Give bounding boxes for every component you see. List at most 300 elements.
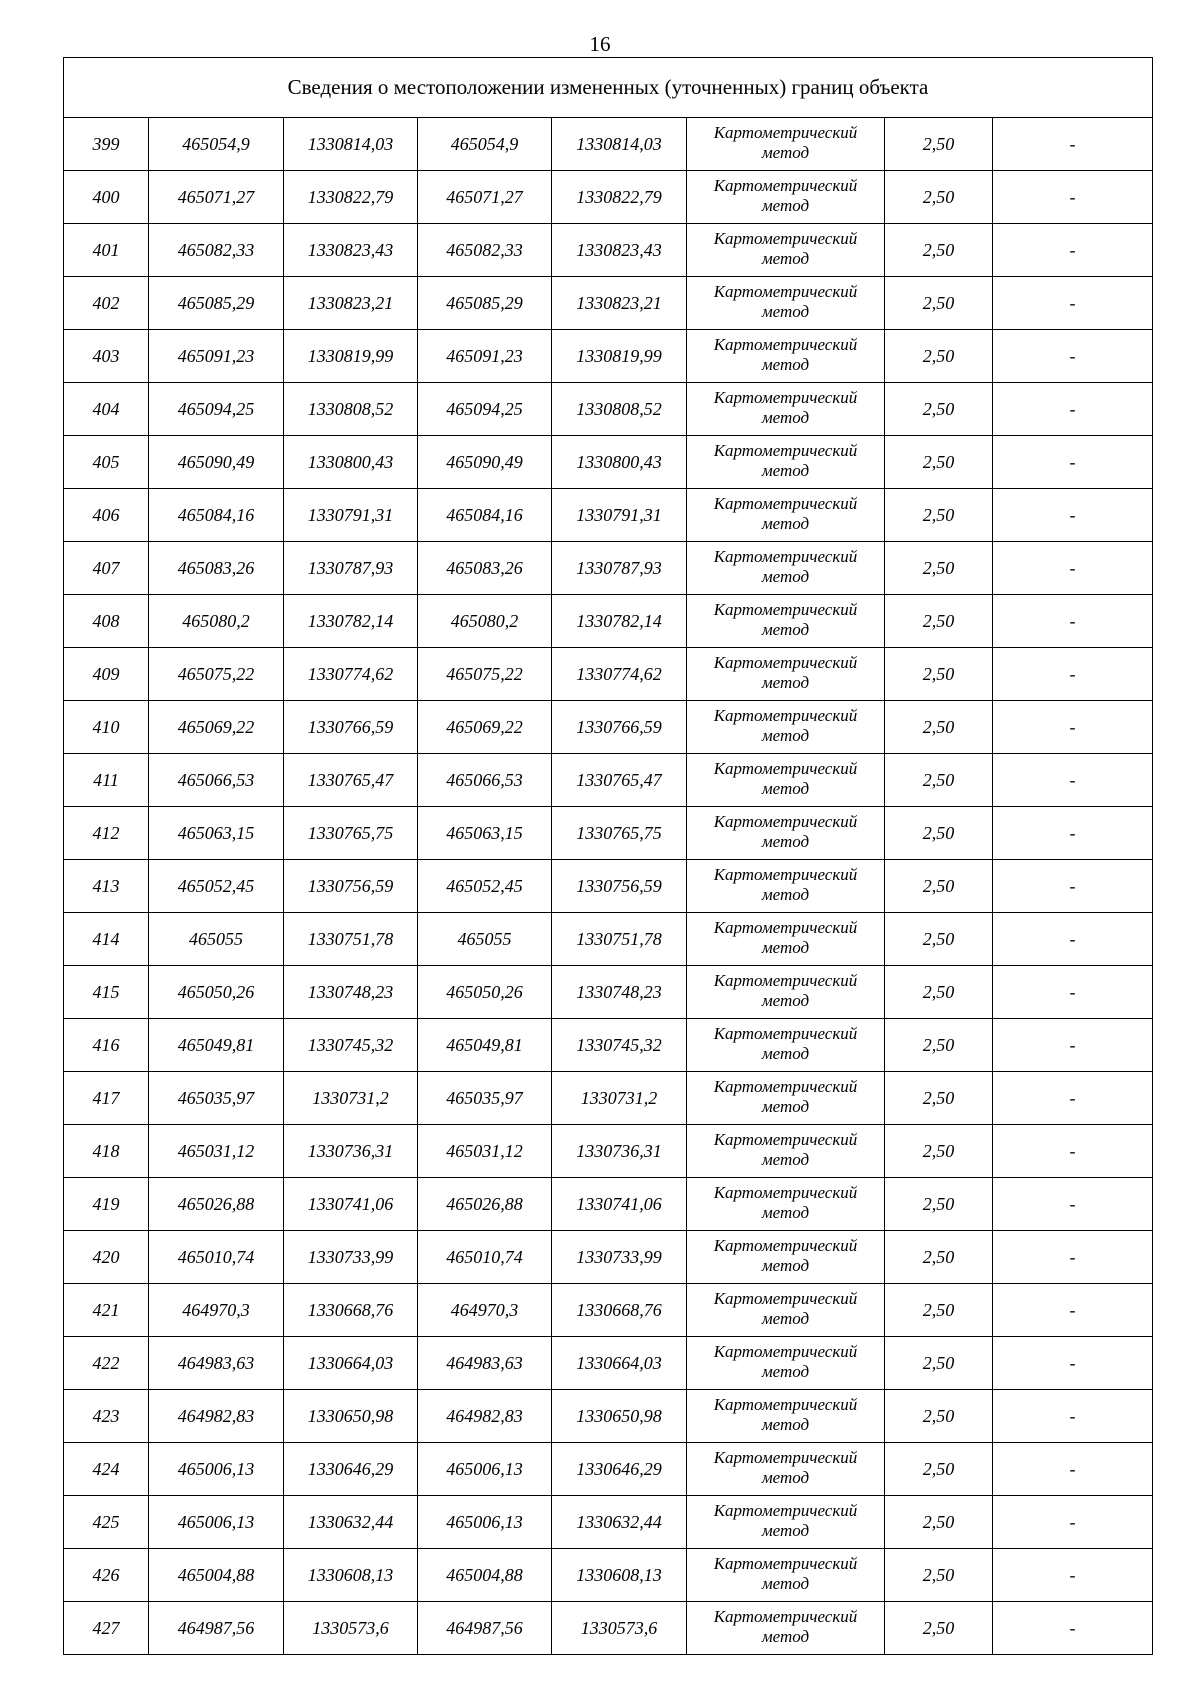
y-existing-cell: 1330791,31 xyxy=(284,489,418,542)
y-existing-cell: 1330800,43 xyxy=(284,436,418,489)
method-line-2: метод xyxy=(761,1415,810,1434)
point-number-cell: 419 xyxy=(64,1178,149,1231)
method-line-1: Картометрический xyxy=(713,1236,858,1255)
x-existing-cell: 465004,88 xyxy=(149,1549,284,1602)
description-cell: - xyxy=(993,1549,1153,1602)
accuracy-cell: 2,50 xyxy=(885,224,993,277)
method-line-2: метод xyxy=(761,567,810,586)
accuracy-cell: 2,50 xyxy=(885,383,993,436)
description-cell: - xyxy=(993,171,1153,224)
x-refined-cell: 465004,88 xyxy=(418,1549,552,1602)
y-existing-cell: 1330787,93 xyxy=(284,542,418,595)
y-refined-cell: 1330745,32 xyxy=(552,1019,687,1072)
y-existing-cell: 1330765,47 xyxy=(284,754,418,807)
description-cell: - xyxy=(993,1337,1153,1390)
x-refined-cell: 465083,26 xyxy=(418,542,552,595)
method-line-2: метод xyxy=(761,779,810,798)
method-line-1: Картометрический xyxy=(713,123,858,142)
y-existing-cell: 1330823,21 xyxy=(284,277,418,330)
table-row xyxy=(64,542,1153,595)
accuracy-cell: 2,50 xyxy=(885,1602,993,1655)
x-refined-cell: 465091,23 xyxy=(418,330,552,383)
point-number-cell: 421 xyxy=(64,1284,149,1337)
table-row xyxy=(64,1390,1153,1443)
x-refined-cell: 465094,25 xyxy=(418,383,552,436)
x-refined-cell: 464987,56 xyxy=(418,1602,552,1655)
accuracy-cell: 2,50 xyxy=(885,330,993,383)
point-number-cell: 405 xyxy=(64,436,149,489)
method-line-2: метод xyxy=(761,196,810,215)
x-existing-cell: 465006,13 xyxy=(149,1443,284,1496)
description-cell: - xyxy=(993,648,1153,701)
method-line-1: Картометрический xyxy=(713,1130,858,1149)
y-refined-cell: 1330791,31 xyxy=(552,489,687,542)
method-cell xyxy=(687,701,885,754)
y-refined-cell: 1330823,21 xyxy=(552,277,687,330)
table-row xyxy=(64,1549,1153,1602)
accuracy-cell: 2,50 xyxy=(885,1178,993,1231)
y-refined-cell: 1330733,99 xyxy=(552,1231,687,1284)
y-refined-cell: 1330774,62 xyxy=(552,648,687,701)
method-line-2: метод xyxy=(761,1203,810,1222)
x-existing-cell: 465066,53 xyxy=(149,754,284,807)
y-existing-cell: 1330736,31 xyxy=(284,1125,418,1178)
method-line-2: метод xyxy=(761,1468,810,1487)
y-existing-cell: 1330748,23 xyxy=(284,966,418,1019)
x-refined-cell: 465090,49 xyxy=(418,436,552,489)
point-number-cell: 425 xyxy=(64,1496,149,1549)
x-existing-cell: 465083,26 xyxy=(149,542,284,595)
method-line-1: Картометрический xyxy=(713,335,858,354)
point-number-cell: 420 xyxy=(64,1231,149,1284)
table-row xyxy=(64,1443,1153,1496)
y-refined-cell: 1330646,29 xyxy=(552,1443,687,1496)
point-number-cell: 404 xyxy=(64,383,149,436)
y-existing-cell: 1330650,98 xyxy=(284,1390,418,1443)
description-cell: - xyxy=(993,913,1153,966)
method-line-2: метод xyxy=(761,1362,810,1381)
method-cell xyxy=(687,542,885,595)
x-existing-cell: 465082,33 xyxy=(149,224,284,277)
method-line-2: метод xyxy=(761,1574,810,1593)
method-line-1: Картометрический xyxy=(713,600,858,619)
method-line-1: Картометрический xyxy=(713,388,858,407)
point-number-cell: 402 xyxy=(64,277,149,330)
method-line-2: метод xyxy=(761,514,810,533)
table-row xyxy=(64,913,1153,966)
x-existing-cell: 465055 xyxy=(149,913,284,966)
method-cell xyxy=(687,224,885,277)
y-refined-cell: 1330650,98 xyxy=(552,1390,687,1443)
description-cell: - xyxy=(993,1284,1153,1337)
x-refined-cell: 465006,13 xyxy=(418,1443,552,1496)
description-cell: - xyxy=(993,966,1153,1019)
method-line-1: Картометрический xyxy=(713,653,858,672)
y-existing-cell: 1330646,29 xyxy=(284,1443,418,1496)
method-cell xyxy=(687,966,885,1019)
table-row xyxy=(64,224,1153,277)
coordinates-table xyxy=(63,57,1153,1655)
y-existing-cell: 1330745,32 xyxy=(284,1019,418,1072)
description-cell: - xyxy=(993,383,1153,436)
y-existing-cell: 1330823,43 xyxy=(284,224,418,277)
table-row xyxy=(64,1019,1153,1072)
accuracy-cell: 2,50 xyxy=(885,701,993,754)
point-number-cell: 414 xyxy=(64,913,149,966)
x-refined-cell: 465050,26 xyxy=(418,966,552,1019)
y-existing-cell: 1330819,99 xyxy=(284,330,418,383)
x-refined-cell: 465066,53 xyxy=(418,754,552,807)
method-line-2: метод xyxy=(761,1521,810,1540)
method-line-1: Картометрический xyxy=(713,1607,858,1626)
accuracy-cell: 2,50 xyxy=(885,595,993,648)
accuracy-cell: 2,50 xyxy=(885,489,993,542)
y-refined-cell: 1330822,79 xyxy=(552,171,687,224)
method-line-2: метод xyxy=(761,938,810,957)
method-cell xyxy=(687,754,885,807)
method-cell xyxy=(687,436,885,489)
point-number-cell: 416 xyxy=(64,1019,149,1072)
x-refined-cell: 464970,3 xyxy=(418,1284,552,1337)
x-refined-cell: 465082,33 xyxy=(418,224,552,277)
y-refined-cell: 1330748,23 xyxy=(552,966,687,1019)
method-cell xyxy=(687,1284,885,1337)
description-cell: - xyxy=(993,1178,1153,1231)
method-cell xyxy=(687,1019,885,1072)
x-refined-cell: 465026,88 xyxy=(418,1178,552,1231)
method-cell xyxy=(687,1390,885,1443)
method-line-1: Картометрический xyxy=(713,971,858,990)
method-line-1: Картометрический xyxy=(713,918,858,937)
table-row xyxy=(64,1284,1153,1337)
table-row xyxy=(64,330,1153,383)
x-refined-cell: 465010,74 xyxy=(418,1231,552,1284)
description-cell: - xyxy=(993,436,1153,489)
table-row xyxy=(64,1602,1153,1655)
method-line-1: Картометрический xyxy=(713,759,858,778)
method-cell xyxy=(687,1125,885,1178)
y-refined-cell: 1330573,6 xyxy=(552,1602,687,1655)
y-refined-cell: 1330632,44 xyxy=(552,1496,687,1549)
accuracy-cell: 2,50 xyxy=(885,966,993,1019)
accuracy-cell: 2,50 xyxy=(885,807,993,860)
method-line-2: метод xyxy=(761,1044,810,1063)
x-existing-cell: 465069,22 xyxy=(149,701,284,754)
y-refined-cell: 1330736,31 xyxy=(552,1125,687,1178)
method-line-1: Картометрический xyxy=(713,1395,858,1414)
method-line-1: Картометрический xyxy=(713,1448,858,1467)
accuracy-cell: 2,50 xyxy=(885,1443,993,1496)
accuracy-cell: 2,50 xyxy=(885,913,993,966)
description-cell: - xyxy=(993,1496,1153,1549)
method-cell xyxy=(687,277,885,330)
x-existing-cell: 464982,83 xyxy=(149,1390,284,1443)
x-existing-cell: 465031,12 xyxy=(149,1125,284,1178)
x-refined-cell: 464982,83 xyxy=(418,1390,552,1443)
page-number: 16 xyxy=(589,32,611,56)
y-existing-cell: 1330774,62 xyxy=(284,648,418,701)
description-cell: - xyxy=(993,489,1153,542)
point-number-cell: 411 xyxy=(64,754,149,807)
method-line-1: Картометрический xyxy=(713,441,858,460)
method-line-1: Картометрический xyxy=(713,812,858,831)
table-row xyxy=(64,595,1153,648)
y-refined-cell: 1330766,59 xyxy=(552,701,687,754)
accuracy-cell: 2,50 xyxy=(885,1125,993,1178)
x-existing-cell: 465010,74 xyxy=(149,1231,284,1284)
method-line-2: метод xyxy=(761,673,810,692)
point-number-cell: 400 xyxy=(64,171,149,224)
x-refined-cell: 465063,15 xyxy=(418,807,552,860)
description-cell: - xyxy=(993,1602,1153,1655)
x-existing-cell: 465085,29 xyxy=(149,277,284,330)
y-existing-cell: 1330733,99 xyxy=(284,1231,418,1284)
method-line-2: метод xyxy=(761,461,810,480)
table-row xyxy=(64,383,1153,436)
table-row xyxy=(64,118,1153,171)
point-number-cell: 417 xyxy=(64,1072,149,1125)
method-cell xyxy=(687,383,885,436)
method-cell xyxy=(687,648,885,701)
method-cell xyxy=(687,1443,885,1496)
y-refined-cell: 1330751,78 xyxy=(552,913,687,966)
description-cell: - xyxy=(993,542,1153,595)
description-cell: - xyxy=(993,807,1153,860)
y-existing-cell: 1330766,59 xyxy=(284,701,418,754)
method-line-1: Картометрический xyxy=(713,706,858,725)
point-number-cell: 426 xyxy=(64,1549,149,1602)
y-refined-cell: 1330756,59 xyxy=(552,860,687,913)
y-existing-cell: 1330765,75 xyxy=(284,807,418,860)
method-line-2: метод xyxy=(761,302,810,321)
method-cell xyxy=(687,1231,885,1284)
accuracy-cell: 2,50 xyxy=(885,436,993,489)
description-cell: - xyxy=(993,701,1153,754)
table-row xyxy=(64,807,1153,860)
y-refined-cell: 1330608,13 xyxy=(552,1549,687,1602)
y-existing-cell: 1330608,13 xyxy=(284,1549,418,1602)
x-refined-cell: 465080,2 xyxy=(418,595,552,648)
method-line-1: Картометрический xyxy=(713,282,858,301)
point-number-cell: 399 xyxy=(64,118,149,171)
table-title-row xyxy=(64,58,1153,118)
accuracy-cell: 2,50 xyxy=(885,171,993,224)
method-line-2: метод xyxy=(761,991,810,1010)
accuracy-cell: 2,50 xyxy=(885,1549,993,1602)
point-number-cell: 412 xyxy=(64,807,149,860)
method-line-1: Картометрический xyxy=(713,229,858,248)
method-cell xyxy=(687,171,885,224)
method-cell xyxy=(687,1337,885,1390)
y-existing-cell: 1330573,6 xyxy=(284,1602,418,1655)
method-line-2: метод xyxy=(761,885,810,904)
accuracy-cell: 2,50 xyxy=(885,1390,993,1443)
accuracy-cell: 2,50 xyxy=(885,1337,993,1390)
description-cell: - xyxy=(993,1072,1153,1125)
x-refined-cell: 465049,81 xyxy=(418,1019,552,1072)
x-refined-cell: 465031,12 xyxy=(418,1125,552,1178)
y-existing-cell: 1330632,44 xyxy=(284,1496,418,1549)
description-cell: - xyxy=(993,224,1153,277)
accuracy-cell: 2,50 xyxy=(885,1284,993,1337)
point-number-cell: 424 xyxy=(64,1443,149,1496)
x-existing-cell: 465035,97 xyxy=(149,1072,284,1125)
point-number-cell: 427 xyxy=(64,1602,149,1655)
table-row xyxy=(64,171,1153,224)
table-row xyxy=(64,436,1153,489)
method-line-1: Картометрический xyxy=(713,547,858,566)
y-refined-cell: 1330664,03 xyxy=(552,1337,687,1390)
method-line-2: метод xyxy=(761,143,810,162)
method-line-1: Картометрический xyxy=(713,1554,858,1573)
accuracy-cell: 2,50 xyxy=(885,648,993,701)
point-number-cell: 407 xyxy=(64,542,149,595)
x-existing-cell: 465050,26 xyxy=(149,966,284,1019)
method-line-2: метод xyxy=(761,249,810,268)
accuracy-cell: 2,50 xyxy=(885,542,993,595)
table-row xyxy=(64,1125,1153,1178)
x-existing-cell: 464987,56 xyxy=(149,1602,284,1655)
accuracy-cell: 2,50 xyxy=(885,118,993,171)
y-existing-cell: 1330664,03 xyxy=(284,1337,418,1390)
point-number-cell: 410 xyxy=(64,701,149,754)
y-refined-cell: 1330819,99 xyxy=(552,330,687,383)
y-refined-cell: 1330668,76 xyxy=(552,1284,687,1337)
table-row xyxy=(64,1231,1153,1284)
method-cell xyxy=(687,860,885,913)
x-existing-cell: 465091,23 xyxy=(149,330,284,383)
x-existing-cell: 465026,88 xyxy=(149,1178,284,1231)
description-cell: - xyxy=(993,118,1153,171)
table-row xyxy=(64,754,1153,807)
method-cell xyxy=(687,913,885,966)
x-existing-cell: 464970,3 xyxy=(149,1284,284,1337)
x-refined-cell: 465054,9 xyxy=(418,118,552,171)
x-refined-cell: 465035,97 xyxy=(418,1072,552,1125)
method-line-2: метод xyxy=(761,1627,810,1646)
table-row xyxy=(64,1496,1153,1549)
x-existing-cell: 465052,45 xyxy=(149,860,284,913)
table-row xyxy=(64,1337,1153,1390)
point-number-cell: 415 xyxy=(64,966,149,1019)
point-number-cell: 403 xyxy=(64,330,149,383)
x-refined-cell: 464983,63 xyxy=(418,1337,552,1390)
x-existing-cell: 464983,63 xyxy=(149,1337,284,1390)
y-refined-cell: 1330814,03 xyxy=(552,118,687,171)
description-cell: - xyxy=(993,860,1153,913)
description-cell: - xyxy=(993,595,1153,648)
method-line-2: метод xyxy=(761,1309,810,1328)
method-line-1: Картометрический xyxy=(713,1501,858,1520)
method-cell xyxy=(687,489,885,542)
method-line-2: метод xyxy=(761,832,810,851)
x-existing-cell: 465063,15 xyxy=(149,807,284,860)
description-cell: - xyxy=(993,1443,1153,1496)
y-existing-cell: 1330782,14 xyxy=(284,595,418,648)
x-existing-cell: 465080,2 xyxy=(149,595,284,648)
y-refined-cell: 1330765,47 xyxy=(552,754,687,807)
y-existing-cell: 1330808,52 xyxy=(284,383,418,436)
accuracy-cell: 2,50 xyxy=(885,754,993,807)
method-line-2: метод xyxy=(761,1256,810,1275)
accuracy-cell: 2,50 xyxy=(885,860,993,913)
x-refined-cell: 465084,16 xyxy=(418,489,552,542)
accuracy-cell: 2,50 xyxy=(885,1019,993,1072)
method-cell xyxy=(687,1072,885,1125)
method-line-1: Картометрический xyxy=(713,1077,858,1096)
y-refined-cell: 1330808,52 xyxy=(552,383,687,436)
method-line-2: метод xyxy=(761,408,810,427)
point-number-cell: 418 xyxy=(64,1125,149,1178)
method-line-2: метод xyxy=(761,620,810,639)
x-existing-cell: 465071,27 xyxy=(149,171,284,224)
method-cell xyxy=(687,1602,885,1655)
table-row xyxy=(64,860,1153,913)
table-row xyxy=(64,1178,1153,1231)
method-cell xyxy=(687,118,885,171)
method-line-2: метод xyxy=(761,726,810,745)
x-refined-cell: 465071,27 xyxy=(418,171,552,224)
x-existing-cell: 465049,81 xyxy=(149,1019,284,1072)
y-existing-cell: 1330731,2 xyxy=(284,1072,418,1125)
x-refined-cell: 465075,22 xyxy=(418,648,552,701)
method-line-1: Картометрический xyxy=(713,1289,858,1308)
x-refined-cell: 465069,22 xyxy=(418,701,552,754)
y-refined-cell: 1330823,43 xyxy=(552,224,687,277)
y-refined-cell: 1330787,93 xyxy=(552,542,687,595)
x-refined-cell: 465085,29 xyxy=(418,277,552,330)
method-line-1: Картометрический xyxy=(713,176,858,195)
table-row xyxy=(64,701,1153,754)
description-cell: - xyxy=(993,277,1153,330)
description-cell: - xyxy=(993,1390,1153,1443)
y-refined-cell: 1330782,14 xyxy=(552,595,687,648)
description-cell: - xyxy=(993,1019,1153,1072)
table-row xyxy=(64,966,1153,1019)
method-line-1: Картометрический xyxy=(713,494,858,513)
x-existing-cell: 465090,49 xyxy=(149,436,284,489)
method-line-1: Картометрический xyxy=(713,1183,858,1202)
table-row xyxy=(64,648,1153,701)
y-refined-cell: 1330741,06 xyxy=(552,1178,687,1231)
method-line-2: метод xyxy=(761,355,810,374)
method-cell xyxy=(687,1496,885,1549)
point-number-cell: 422 xyxy=(64,1337,149,1390)
accuracy-cell: 2,50 xyxy=(885,1231,993,1284)
table-row xyxy=(64,1072,1153,1125)
point-number-cell: 401 xyxy=(64,224,149,277)
y-refined-cell: 1330731,2 xyxy=(552,1072,687,1125)
y-refined-cell: 1330765,75 xyxy=(552,807,687,860)
description-cell: - xyxy=(993,1231,1153,1284)
x-refined-cell: 465006,13 xyxy=(418,1496,552,1549)
point-number-cell: 409 xyxy=(64,648,149,701)
table-row xyxy=(64,277,1153,330)
x-existing-cell: 465075,22 xyxy=(149,648,284,701)
accuracy-cell: 2,50 xyxy=(885,1496,993,1549)
point-number-cell: 413 xyxy=(64,860,149,913)
y-refined-cell: 1330800,43 xyxy=(552,436,687,489)
x-refined-cell: 465055 xyxy=(418,913,552,966)
method-line-1: Картометрический xyxy=(713,865,858,884)
table-row xyxy=(64,489,1153,542)
point-number-cell: 406 xyxy=(64,489,149,542)
method-line-1: Картометрический xyxy=(713,1342,858,1361)
point-number-cell: 408 xyxy=(64,595,149,648)
y-existing-cell: 1330741,06 xyxy=(284,1178,418,1231)
x-existing-cell: 465084,16 xyxy=(149,489,284,542)
x-refined-cell: 465052,45 xyxy=(418,860,552,913)
